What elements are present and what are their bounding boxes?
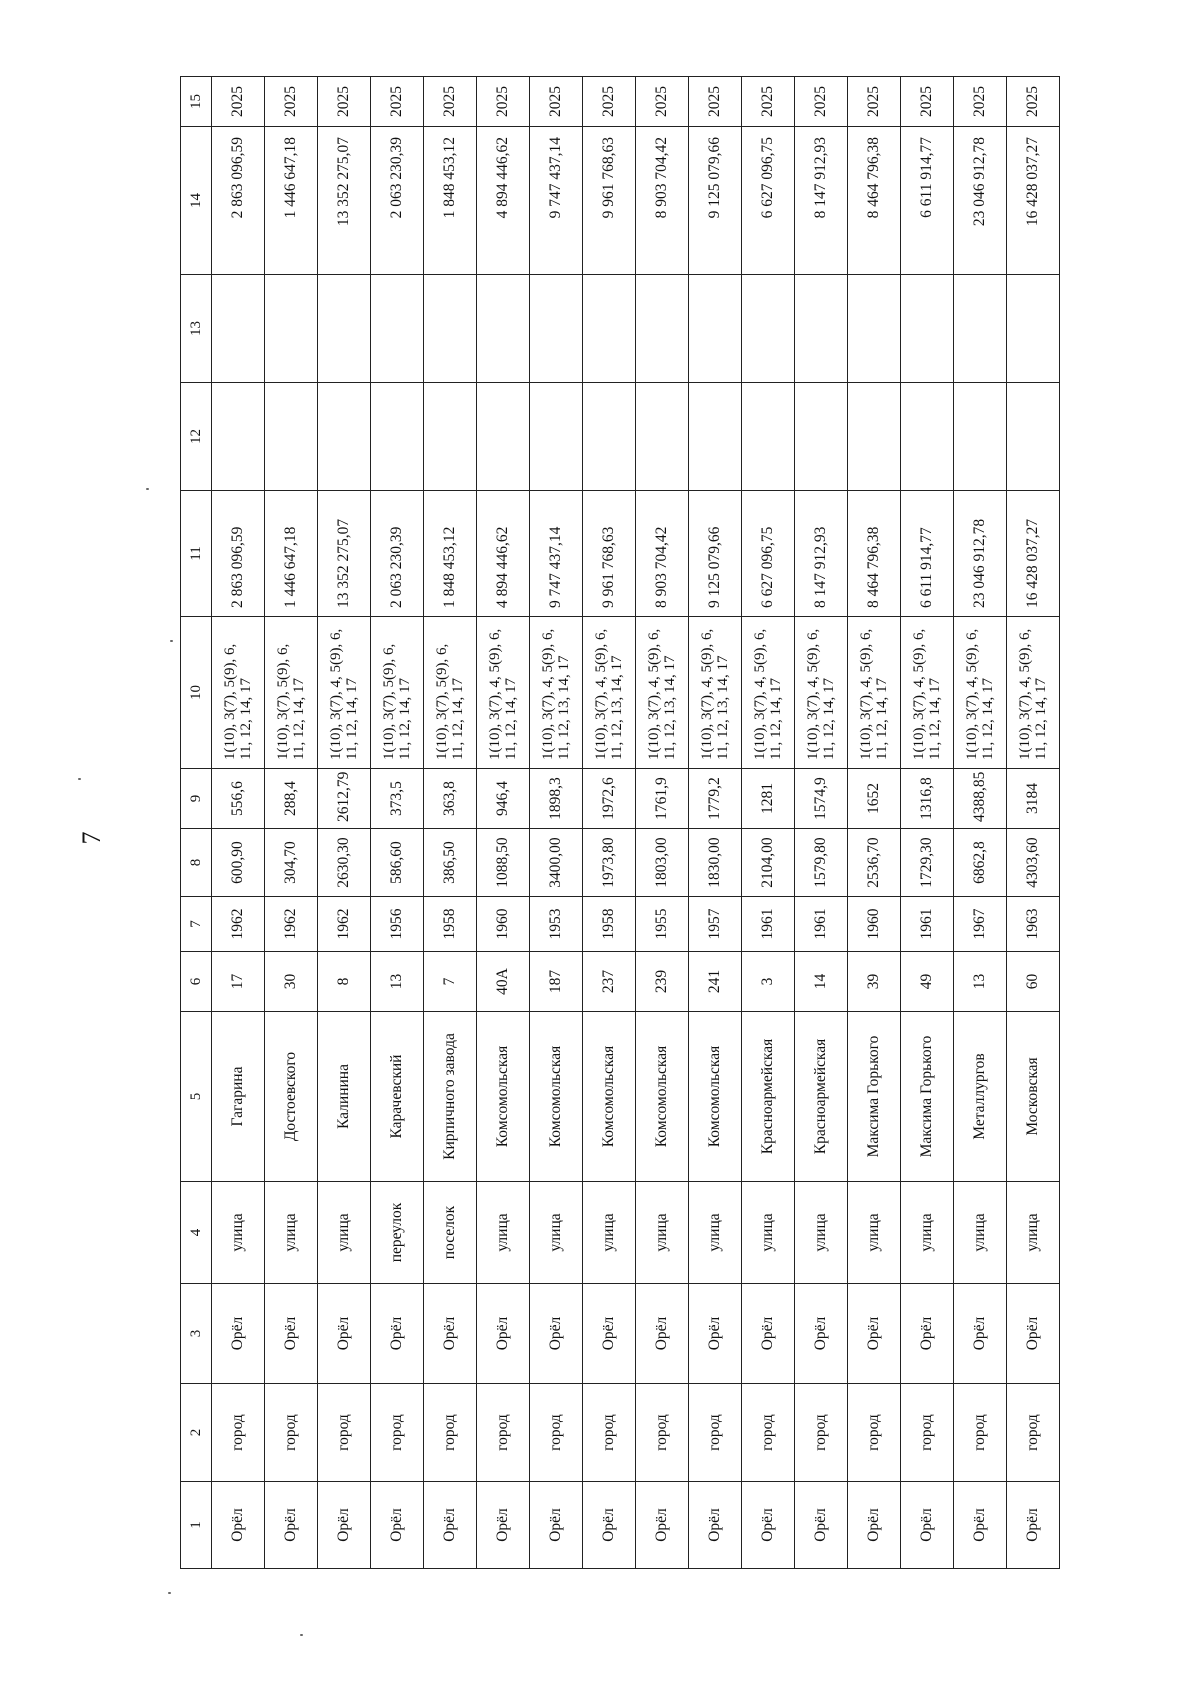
cell-cost-col13 [477,275,530,383]
cell-work-types: 1(10), 3(7), 5(9), 6, 11, 12, 14, 17 [212,617,265,769]
cell-cost-sum: 2 863 096,59 [212,127,265,275]
column-header-8: 8 [181,829,212,897]
cell-total-area: 600,90 [212,829,265,897]
column-header-2: 2 [181,1384,212,1482]
scan-speck [170,640,173,642]
cell-living-area: 363,8 [424,769,477,829]
column-header-14: 14 [181,127,212,275]
cell-cost-sum: 4 894 446,62 [477,127,530,275]
cell-cost-total: 13 352 275,07 [318,491,371,617]
table-row [1007,77,1060,1569]
table-row [901,77,954,1569]
cell-year-built: 1962 [265,897,318,952]
cell-cost-col12 [742,383,795,491]
cell-cost-col13 [636,275,689,383]
cell-house-number: 49 [901,952,954,1012]
cell-work-types: 1(10), 3(7), 4, 5(9), 6, 11, 12, 13, 14, 17 [530,617,583,769]
cell-work-types: 1(10), 3(7), 4, 5(9), 6, 11, 12, 14, 17 [477,617,530,769]
cell-year-plan: 2025 [530,77,583,127]
cell-living-area: 4388,85 [954,769,1007,829]
cell-year-plan: 2025 [901,77,954,127]
cell-municipality: Орёл [371,1482,424,1569]
cell-street-type: улица [318,1182,371,1284]
cell-cost-total: 6 627 096,75 [742,491,795,617]
cell-settlement-type: город [265,1384,318,1482]
cell-year-plan: 2025 [689,77,742,127]
cell-year-plan: 2025 [424,77,477,127]
cell-settlement: Орёл [848,1284,901,1384]
cell-cost-total: 8 464 796,38 [848,491,901,617]
cell-total-area: 386,50 [424,829,477,897]
cell-street-type: улица [954,1182,1007,1284]
cell-cost-total: 2 063 230,39 [371,491,424,617]
table-row [742,77,795,1569]
cell-cost-sum: 9 125 079,66 [689,127,742,275]
cell-work-types: 1(10), 3(7), 4, 5(9), 6, 11, 12, 14, 17 [795,617,848,769]
cell-year-plan: 2025 [583,77,636,127]
cell-cost-col12 [636,383,689,491]
cell-house-number: 237 [583,952,636,1012]
cell-work-types: 1(10), 3(7), 4, 5(9), 6, 11, 12, 14, 17 [742,617,795,769]
cell-cost-col12 [530,383,583,491]
cell-year-plan: 2025 [795,77,848,127]
cell-living-area: 1972,6 [583,769,636,829]
cell-settlement: Орёл [636,1284,689,1384]
cell-house-number: 39 [848,952,901,1012]
cell-year-built: 1961 [742,897,795,952]
cell-living-area: 288,4 [265,769,318,829]
cell-cost-col12 [318,383,371,491]
cell-street-name: Карачевский [371,1012,424,1182]
cell-street-type: улица [583,1182,636,1284]
column-header-10: 10 [181,617,212,769]
cell-total-area: 3400,00 [530,829,583,897]
cell-living-area: 1316,8 [901,769,954,829]
cell-cost-col13 [318,275,371,383]
cell-street-type: улица [795,1182,848,1284]
cell-year-built: 1963 [1007,897,1060,952]
column-header-11: 11 [181,491,212,617]
cell-house-number: 13 [371,952,424,1012]
scan-speck [78,778,81,780]
cell-municipality: Орёл [1007,1482,1060,1569]
cell-settlement: Орёл [371,1284,424,1384]
table-row [795,77,848,1569]
cell-cost-col13 [212,275,265,383]
cell-living-area: 2612,79 [318,769,371,829]
cell-house-number: 13 [954,952,1007,1012]
cell-street-name: Комсомольская [689,1012,742,1182]
cell-year-built: 1962 [318,897,371,952]
cell-work-types: 1(10), 3(7), 4, 5(9), 6, 11, 12, 14, 17 [954,617,1007,769]
table-row [318,77,371,1569]
cell-street-type: улица [848,1182,901,1284]
cell-street-name: Комсомольская [636,1012,689,1182]
cell-municipality: Орёл [424,1482,477,1569]
cell-street-name: Металлургов [954,1012,1007,1182]
cell-cost-col13 [1007,275,1060,383]
cell-year-built: 1957 [689,897,742,952]
cell-cost-col12 [689,383,742,491]
column-header-1: 1 [181,1482,212,1569]
cell-cost-col13 [848,275,901,383]
cell-cost-sum: 13 352 275,07 [318,127,371,275]
cell-cost-total: 16 428 037,27 [1007,491,1060,617]
cell-year-plan: 2025 [636,77,689,127]
cell-cost-col12 [424,383,477,491]
cell-municipality: Орёл [212,1482,265,1569]
cell-work-types: 1(10), 3(7), 4, 5(9), 6, 11, 12, 13, 14, 17 [583,617,636,769]
cell-total-area: 1088,50 [477,829,530,897]
cell-settlement-type: город [424,1384,477,1482]
cell-cost-total: 1 446 647,18 [265,491,318,617]
cell-year-plan: 2025 [371,77,424,127]
rotated-table-wrapper [180,77,1060,1569]
cell-total-area: 2104,00 [742,829,795,897]
cell-cost-col13 [371,275,424,383]
cell-total-area: 2630,30 [318,829,371,897]
cell-year-built: 1962 [212,897,265,952]
cell-municipality: Орёл [477,1482,530,1569]
cell-year-plan: 2025 [742,77,795,127]
cell-street-name: Кирпичного завода [424,1012,477,1182]
cell-cost-col12 [371,383,424,491]
cell-municipality: Орёл [530,1482,583,1569]
cell-street-name: Гагарина [212,1012,265,1182]
cell-total-area: 1579,80 [795,829,848,897]
cell-settlement: Орёл [954,1284,1007,1384]
cell-settlement: Орёл [689,1284,742,1384]
scan-speck [146,488,149,490]
cell-work-types: 1(10), 3(7), 4, 5(9), 6, 11, 12, 14, 17 [1007,617,1060,769]
cell-house-number: 14 [795,952,848,1012]
cell-cost-col13 [901,275,954,383]
cell-total-area: 4303,60 [1007,829,1060,897]
cell-street-type: улица [530,1182,583,1284]
cell-cost-total: 9 125 079,66 [689,491,742,617]
cell-work-types: 1(10), 3(7), 4, 5(9), 6, 11, 12, 13, 14, 17 [636,617,689,769]
cell-year-built: 1958 [583,897,636,952]
cell-street-type: улица [265,1182,318,1284]
column-header-3: 3 [181,1284,212,1384]
cell-settlement-type: город [795,1384,848,1482]
cell-house-number: 239 [636,952,689,1012]
cell-cost-sum: 16 428 037,27 [1007,127,1060,275]
cell-street-type: улица [636,1182,689,1284]
column-header-5: 5 [181,1012,212,1182]
cell-cost-col13 [954,275,1007,383]
cell-municipality: Орёл [848,1482,901,1569]
cell-living-area: 1761,9 [636,769,689,829]
cell-living-area: 1898,3 [530,769,583,829]
column-header-15: 15 [181,77,212,127]
cell-municipality: Орёл [742,1482,795,1569]
cell-cost-sum: 9 747 437,14 [530,127,583,275]
cell-cost-col13 [689,275,742,383]
cell-cost-col13 [424,275,477,383]
table-row [424,77,477,1569]
column-header-12: 12 [181,383,212,491]
cell-living-area: 373,5 [371,769,424,829]
cell-street-name: Калинина [318,1012,371,1182]
column-header-4: 4 [181,1182,212,1284]
cell-settlement-type: город [530,1384,583,1482]
column-header-9: 9 [181,769,212,829]
cell-street-type: улица [477,1182,530,1284]
cell-house-number: 40А [477,952,530,1012]
cell-work-types: 1(10), 3(7), 4, 5(9), 6, 11, 12, 14, 17 [848,617,901,769]
scan-speck [300,1634,303,1636]
cell-living-area: 1574,9 [795,769,848,829]
cell-total-area: 304,70 [265,829,318,897]
cell-year-built: 1960 [477,897,530,952]
cell-settlement-type: город [848,1384,901,1482]
cell-settlement: Орёл [583,1284,636,1384]
cell-street-name: Максима Горького [848,1012,901,1182]
cell-settlement-type: город [318,1384,371,1482]
cell-street-name: Московская [1007,1012,1060,1182]
cell-year-built: 1961 [795,897,848,952]
cell-house-number: 17 [212,952,265,1012]
scan-speck [168,1592,171,1594]
cell-work-types: 1(10), 3(7), 5(9), 6, 11, 12, 14, 17 [424,617,477,769]
cell-cost-total: 9 747 437,14 [530,491,583,617]
cell-work-types: 1(10), 3(7), 4, 5(9), 6, 11, 12, 13, 14, 17 [689,617,742,769]
cell-year-plan: 2025 [265,77,318,127]
cell-cost-col12 [848,383,901,491]
cell-settlement: Орёл [212,1284,265,1384]
cell-settlement: Орёл [318,1284,371,1384]
cell-total-area: 1973,80 [583,829,636,897]
cell-year-built: 1960 [848,897,901,952]
table-row [848,77,901,1569]
cell-cost-total: 9 961 768,63 [583,491,636,617]
cell-street-type: улица [212,1182,265,1284]
cell-cost-sum: 6 627 096,75 [742,127,795,275]
cell-street-name: Максима Горького [901,1012,954,1182]
cell-total-area: 586,60 [371,829,424,897]
cell-cost-sum: 23 046 912,78 [954,127,1007,275]
cell-house-number: 187 [530,952,583,1012]
cell-settlement-type: город [371,1384,424,1482]
cell-cost-sum: 1 848 453,12 [424,127,477,275]
cell-total-area: 1803,00 [636,829,689,897]
cell-cost-col12 [1007,383,1060,491]
cell-living-area: 1779,2 [689,769,742,829]
table-row [212,77,265,1569]
cell-cost-sum: 9 961 768,63 [583,127,636,275]
cell-street-name: Комсомольская [583,1012,636,1182]
cell-municipality: Орёл [636,1482,689,1569]
cell-cost-col12 [477,383,530,491]
cell-work-types: 1(10), 3(7), 5(9), 6, 11, 12, 14, 17 [265,617,318,769]
cell-living-area: 3184 [1007,769,1060,829]
cell-street-name: Достоевского [265,1012,318,1182]
column-header-6: 6 [181,952,212,1012]
cell-settlement: Орёл [795,1284,848,1384]
cell-house-number: 8 [318,952,371,1012]
cell-cost-total: 6 611 914,77 [901,491,954,617]
cell-settlement: Орёл [1007,1284,1060,1384]
cell-municipality: Орёл [954,1482,1007,1569]
cell-work-types: 1(10), 3(7), 4, 5(9), 6, 11, 12, 14, 17 [901,617,954,769]
cell-living-area: 1652 [848,769,901,829]
cell-cost-total: 2 863 096,59 [212,491,265,617]
housing-repair-table [180,76,1060,1569]
cell-municipality: Орёл [583,1482,636,1569]
cell-street-type: переулок [371,1182,424,1284]
table-row [265,77,318,1569]
column-header-7: 7 [181,897,212,952]
cell-street-name: Комсомольская [530,1012,583,1182]
cell-cost-sum: 8 147 912,93 [795,127,848,275]
cell-cost-sum: 8 903 704,42 [636,127,689,275]
cell-settlement: Орёл [265,1284,318,1384]
cell-work-types: 1(10), 3(7), 5(9), 6, 11, 12, 14, 17 [371,617,424,769]
cell-cost-col12 [212,383,265,491]
cell-municipality: Орёл [265,1482,318,1569]
cell-cost-col13 [795,275,848,383]
cell-settlement-type: город [477,1384,530,1482]
cell-settlement-type: город [583,1384,636,1482]
cell-cost-col13 [583,275,636,383]
cell-house-number: 60 [1007,952,1060,1012]
cell-street-type: улица [689,1182,742,1284]
cell-year-built: 1961 [901,897,954,952]
cell-cost-total: 1 848 453,12 [424,491,477,617]
cell-year-plan: 2025 [477,77,530,127]
cell-cost-total: 23 046 912,78 [954,491,1007,617]
cell-cost-sum: 2 063 230,39 [371,127,424,275]
cell-year-built: 1967 [954,897,1007,952]
cell-settlement-type: город [901,1384,954,1482]
cell-settlement: Орёл [424,1284,477,1384]
page-number: 7 [77,831,106,845]
cell-settlement: Орёл [901,1284,954,1384]
table-row [530,77,583,1569]
cell-total-area: 6862,8 [954,829,1007,897]
cell-year-built: 1953 [530,897,583,952]
cell-street-name: Комсомольская [477,1012,530,1182]
cell-settlement-type: город [1007,1384,1060,1482]
cell-cost-total: 4 894 446,62 [477,491,530,617]
cell-street-name: Красноармейская [742,1012,795,1182]
cell-living-area: 1281 [742,769,795,829]
cell-year-plan: 2025 [954,77,1007,127]
cell-settlement-type: город [742,1384,795,1482]
cell-living-area: 556,6 [212,769,265,829]
cell-municipality: Орёл [689,1482,742,1569]
cell-year-plan: 2025 [318,77,371,127]
cell-cost-col13 [530,275,583,383]
cell-settlement-type: город [636,1384,689,1482]
cell-street-type: улица [1007,1182,1060,1284]
cell-municipality: Орёл [795,1482,848,1569]
cell-work-types: 1(10), 3(7), 4, 5(9), 6, 11, 12, 14, 17 [318,617,371,769]
table-row [371,77,424,1569]
cell-year-plan: 2025 [848,77,901,127]
cell-street-type: поселок [424,1182,477,1284]
cell-cost-sum: 1 446 647,18 [265,127,318,275]
cell-settlement: Орёл [742,1284,795,1384]
cell-house-number: 3 [742,952,795,1012]
cell-house-number: 241 [689,952,742,1012]
cell-municipality: Орёл [901,1482,954,1569]
cell-street-name: Красноармейская [795,1012,848,1182]
column-header-13: 13 [181,275,212,383]
cell-cost-total: 8 903 704,42 [636,491,689,617]
cell-cost-col12 [583,383,636,491]
table-row [636,77,689,1569]
header-row [181,77,212,1569]
cell-cost-col12 [795,383,848,491]
cell-year-built: 1958 [424,897,477,952]
cell-house-number: 7 [424,952,477,1012]
cell-municipality: Орёл [318,1482,371,1569]
cell-house-number: 30 [265,952,318,1012]
cell-cost-sum: 8 464 796,38 [848,127,901,275]
table-row [477,77,530,1569]
cell-cost-total: 8 147 912,93 [795,491,848,617]
cell-cost-col12 [265,383,318,491]
cell-cost-col12 [901,383,954,491]
cell-cost-sum: 6 611 914,77 [901,127,954,275]
cell-total-area: 1729,30 [901,829,954,897]
cell-street-type: улица [901,1182,954,1284]
table-row [583,77,636,1569]
table-body [212,77,1060,1569]
table-row [954,77,1007,1569]
cell-cost-col12 [954,383,1007,491]
cell-settlement-type: город [954,1384,1007,1482]
cell-street-type: улица [742,1182,795,1284]
cell-year-built: 1956 [371,897,424,952]
cell-settlement-type: город [689,1384,742,1482]
cell-settlement: Орёл [530,1284,583,1384]
cell-settlement-type: город [212,1384,265,1482]
cell-total-area: 1830,00 [689,829,742,897]
cell-total-area: 2536,70 [848,829,901,897]
cell-cost-col13 [265,275,318,383]
cell-settlement: Орёл [477,1284,530,1384]
table-row [689,77,742,1569]
cell-year-built: 1955 [636,897,689,952]
cell-year-plan: 2025 [1007,77,1060,127]
cell-year-plan: 2025 [212,77,265,127]
cell-living-area: 946,4 [477,769,530,829]
cell-cost-col13 [742,275,795,383]
